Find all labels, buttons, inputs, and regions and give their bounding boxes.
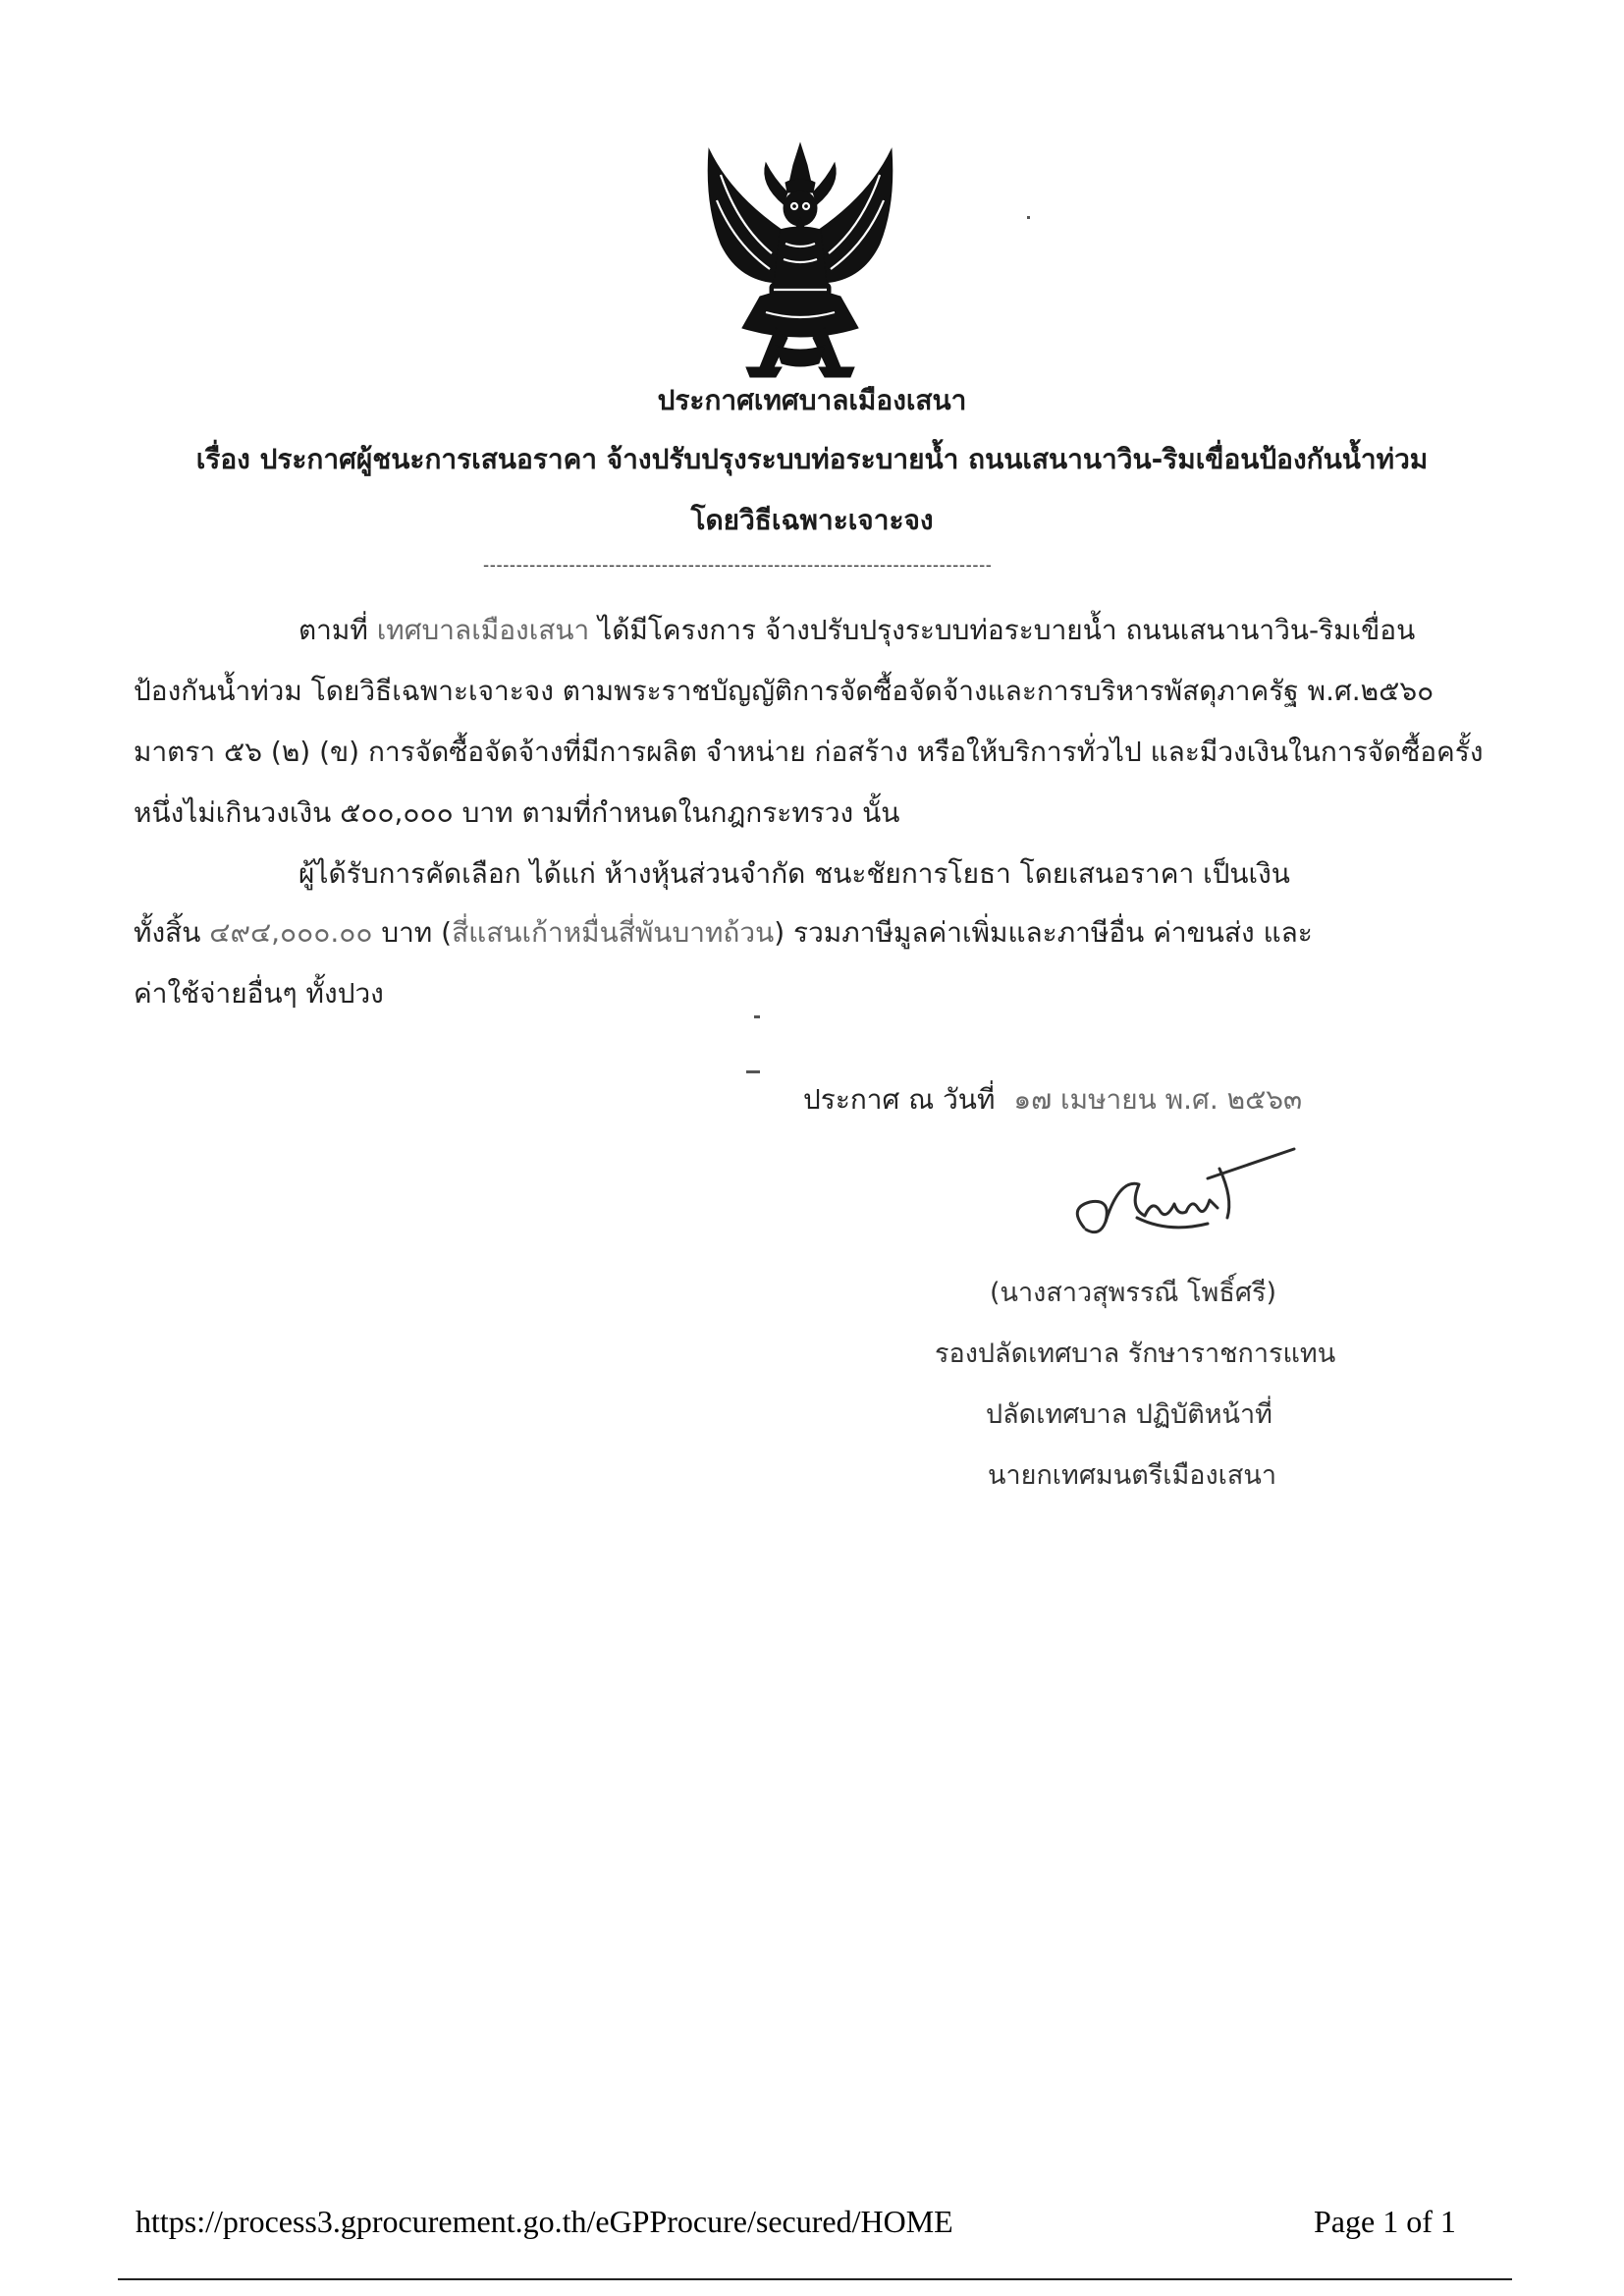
subject-title-line1: เรื่อง ประกาศผู้ชนะการเสนอราคา จ้างปรับปรุงระบบท่อระบายน้ำ ถนนเสนานาวิน-ริมเขื่อนป้องกันน้ำท่วม bbox=[195, 443, 1429, 475]
announce-prefix: ประกาศ ณ วันที่ bbox=[803, 1083, 996, 1116]
paragraph1-line4: หนึ่งไม่เกินวงเงิน ๕๐๐,๐๐๐ บาท ตามที่กำหนดในกฎกระทรวง นั้น bbox=[134, 796, 900, 829]
paragraph2-line1: ผู้ได้รับการคัดเลือก ได้แก่ ห้างหุ้นส่วนจำกัด ชนะชัยการโยธา โดยเสนอราคา เป็นเงิน bbox=[298, 857, 1290, 890]
signer-role-2: ปลัดเทศบาล ปฏิบัติหน้าที่ bbox=[986, 1399, 1272, 1430]
bid-amount: ๔๙๔,๐๐๐.๐๐ bbox=[209, 916, 373, 949]
paragraph1-line1 bbox=[298, 609, 1415, 652]
signer-role-3: นายกเทศมนตรีเมืองเสนา bbox=[988, 1460, 1276, 1491]
announce-date-line bbox=[803, 1078, 1302, 1121]
scan-speck bbox=[754, 1015, 760, 1018]
bottom-rule bbox=[118, 2278, 1512, 2280]
paragraph1-line3: มาตรา ๕๖ (๒) (ข) การจัดซื้อจัดจ้างที่มีการผลิต จำหน่าย ก่อสร้าง หรือให้บริการทั่วไป และมีวงเงินในการจัดซื้อครั้ง bbox=[134, 736, 1484, 768]
bid-amount-words: สี่แสนเก้าหมื่นสี่พันบาทถ้วน bbox=[452, 916, 775, 949]
p2-text: บาท ( bbox=[381, 916, 453, 949]
paragraph2-line3: ค่าใช้จ่ายอื่นๆ ทั้งปวง bbox=[134, 977, 384, 1010]
scan-speck bbox=[1027, 216, 1030, 219]
garuda-emblem-icon bbox=[691, 136, 909, 379]
scan-speck bbox=[746, 1070, 760, 1073]
p2-text: ) รวมภาษีมูลค่าเพิ่มและภาษีอื่น ค่าขนส่ง และ bbox=[774, 916, 1313, 949]
p1-municipality: เทศบาลเมืองเสนา bbox=[376, 614, 590, 646]
paragraph1-line2: ป้องกันน้ำท่วม โดยวิธีเฉพาะเจาะจง ตามพระราชบัญญัติการจัดซื้อจัดจ้างและการบริหารพัสดุภาครัฐ พ.ศ.๒๕๖๐ bbox=[134, 675, 1435, 707]
separator-line: ----------------------------------------------------------------------------- bbox=[483, 556, 993, 575]
footer-page-number: Page 1 of 1 bbox=[1314, 2204, 1456, 2239]
announce-date: ๑๗ เมษายน พ.ศ. ๒๕๖๓ bbox=[1013, 1083, 1303, 1116]
p1-text: ตามที่ bbox=[298, 614, 368, 646]
footer-url: https://process3.gprocurement.go.th/eGPProcure/secured/HOME bbox=[135, 2204, 953, 2239]
p2-text: ทั้งสิ้น bbox=[134, 916, 201, 949]
signer-role-1: รองปลัดเทศบาล รักษาราชการแทน bbox=[935, 1339, 1336, 1369]
p1-text: ได้มีโครงการ จ้างปรับปรุงระบบท่อระบายน้ำ ถนนเสนานาวิน-ริมเขื่อน bbox=[598, 614, 1416, 646]
signer-name: (นางสาวสุพรรณี โพธิ์ศรี) bbox=[990, 1278, 1277, 1308]
handwritten-signature-icon bbox=[1060, 1139, 1296, 1257]
office-heading: ประกาศเทศบาลเมืองเสนา bbox=[657, 384, 967, 416]
paragraph2-line2 bbox=[134, 911, 1313, 955]
subject-title-line2: โดยวิธีเฉพาะเจาะจง bbox=[690, 504, 934, 536]
